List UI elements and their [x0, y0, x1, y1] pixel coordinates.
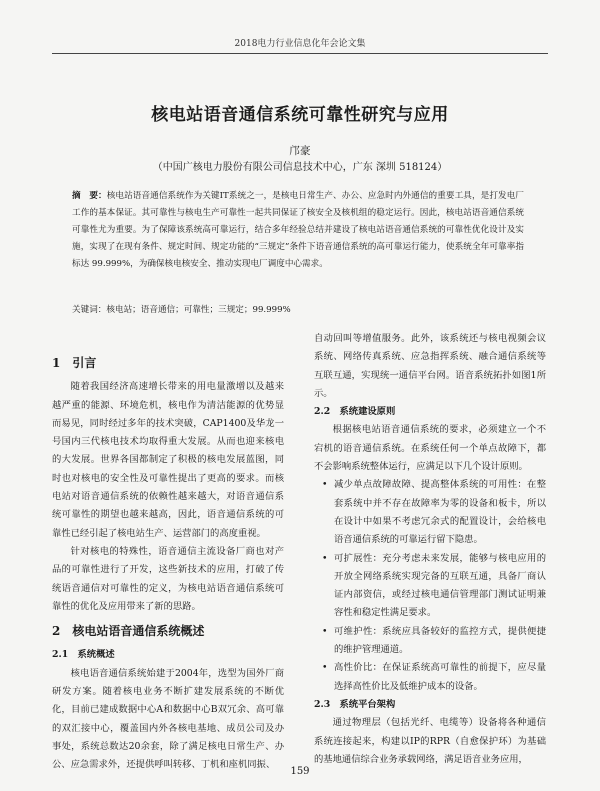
keywords-label: 关键词：: [72, 305, 107, 315]
section-1-paragraph-1: 随着我国经济高速增长带来的用电量激增以及越来越严重的能源、环境危机，核电作为清洁能源的优势显而易见，同时经过多年的技术突破，CAP1400及华龙一号国内三代核电技术均取得重大发展。从而也迎来核电的大发展。世界各国都制定了积极的核电发展蓝图，同时也对核电的安全性及可靠性提出了更高的要求。而核电站对语音通信系统的依赖性越来越大，对语音通信系统可靠性的期望也越来越高，因此，语音通信系统的可靠性已经引起了核电站生产、运营部门的高度重视。: [52, 381, 284, 539]
author: 邝豪: [289, 145, 311, 157]
design-principles-list: [314, 476, 546, 696]
header-rule: [52, 53, 548, 54]
abstract-text: 核电站语音通信系统作为关键IT系统之一，是核电日常生产、办公、应急时内外通信的重要工具，是打发电厂工作的基本保证。其可靠性与核电生产可靠性一起共同保证了核安全及核机组的稳定运行。因此，核电站语音通信系统可靠性尤为重要。为了保障该系统高可靠运行，结合多年经验总结并建设了核电站语音通信系统的可靠性优化设计及实施，实现了在现有条件、规定时间、规定功能的“三规定”条件下语音通信系统的高可靠运行能力，使系统全年可靠率指标达 99.999%，为确保核电核安全、推动实现电厂调度中心需求。: [72, 191, 524, 269]
section-1-paragraph-2: 针对核电的特殊性，语音通信主流设备厂商也对产品的可靠性进行了开发，这些新技术的应用，打破了传统语音通信对可靠性的定义，为核电站语音通信系统可靠性的优化及应用带来了新的思路。: [52, 545, 284, 612]
section-2-1-heading: 2.1 系统概述: [52, 649, 115, 661]
list-item: • 可扩展性：充分考虑未来发展，能够与核电应用的开放全网络系统实现完备的互联互通，具备厂商认证内部资信，或经过核电通信管理部门测试证明兼容性和稳定性满足要求。: [314, 550, 546, 623]
list-item: • 可维护性：系统应具备较好的监控方式，提供便捷的维护管理通道。: [314, 623, 546, 660]
section-2-heading: 2 核电站语音通信系统概述: [52, 624, 205, 639]
keywords-text: 核电站；语音通信；可靠性；三规定；99.999%: [106, 305, 291, 315]
section-2-1-paragraph: 核电语音通信系统始建于2004年，选型为国外厂商研发方案。随着核电业务不断扩建发展系统的不断优化，目前已建成数据中心A和数据中心B双冗余、高可靠的双汇接中心，覆盖国内外各核电基地、成员公司及办事处，系统总数达20余套，除了满足核电日常生产、办公、应急需求外，还提供呼叫转移、丁机和座机同振、: [52, 667, 284, 771]
keywords: [72, 303, 524, 315]
section-2-3-heading: 2.3 系统平台架构: [314, 698, 396, 710]
abstract-label: 摘 要：: [72, 191, 107, 201]
list-item: • 高性价比：在保证系统高可靠性的前提下，应尽量选择高性价比及低维护成本的设备。: [314, 659, 546, 696]
list-item: • 减少单点故障故障、提高整体系统的可用性：在整套系统中并不存在故障率为零的设备和板卡，所以在设计中如果不考虑冗余式的配置设计，会给核电语音通信系统的可靠运行留下隐患。: [314, 476, 546, 549]
section-1-heading: 1 引言: [52, 356, 97, 370]
page-number: 159: [290, 766, 310, 777]
affiliation: （中国广核电力股份有限公司信息技术中心，广东 深圳 518124）: [152, 162, 448, 173]
section-2-2-heading: 2.2 系统建设原则: [314, 406, 396, 418]
paper-title: 核电站语音通信系统可靠性研究与应用: [151, 105, 449, 125]
continued-paragraph: 自动回叫等增值服务。此外，该系统还与核电视频会议系统、网络传真系统、应急指挥系统、融合通信系统等互联互通，实现统一通信平台网。语音系统拓扑如图1所示。: [314, 333, 546, 399]
section-2-2-paragraph: 根据核电站语音通信系统的要求，必须建立一个不宕机的语音通信系统。在系统任何一个单点故障下，都不会影响系统整体运行，应满足以下几个设计原则。: [314, 424, 546, 473]
right-column: [314, 330, 546, 769]
left-column: [52, 330, 284, 775]
running-header: 2018电力行业信息化年会论文集: [234, 39, 366, 49]
abstract: [72, 188, 524, 273]
section-2-3-paragraph: 通过物理层（包括光纤、电缆等）设备将各种通信系统连接起来，构建以IP的RPR（自愈保护环）为基础的基地通信综合业务承载网络，满足语音业务应用，: [314, 717, 546, 765]
